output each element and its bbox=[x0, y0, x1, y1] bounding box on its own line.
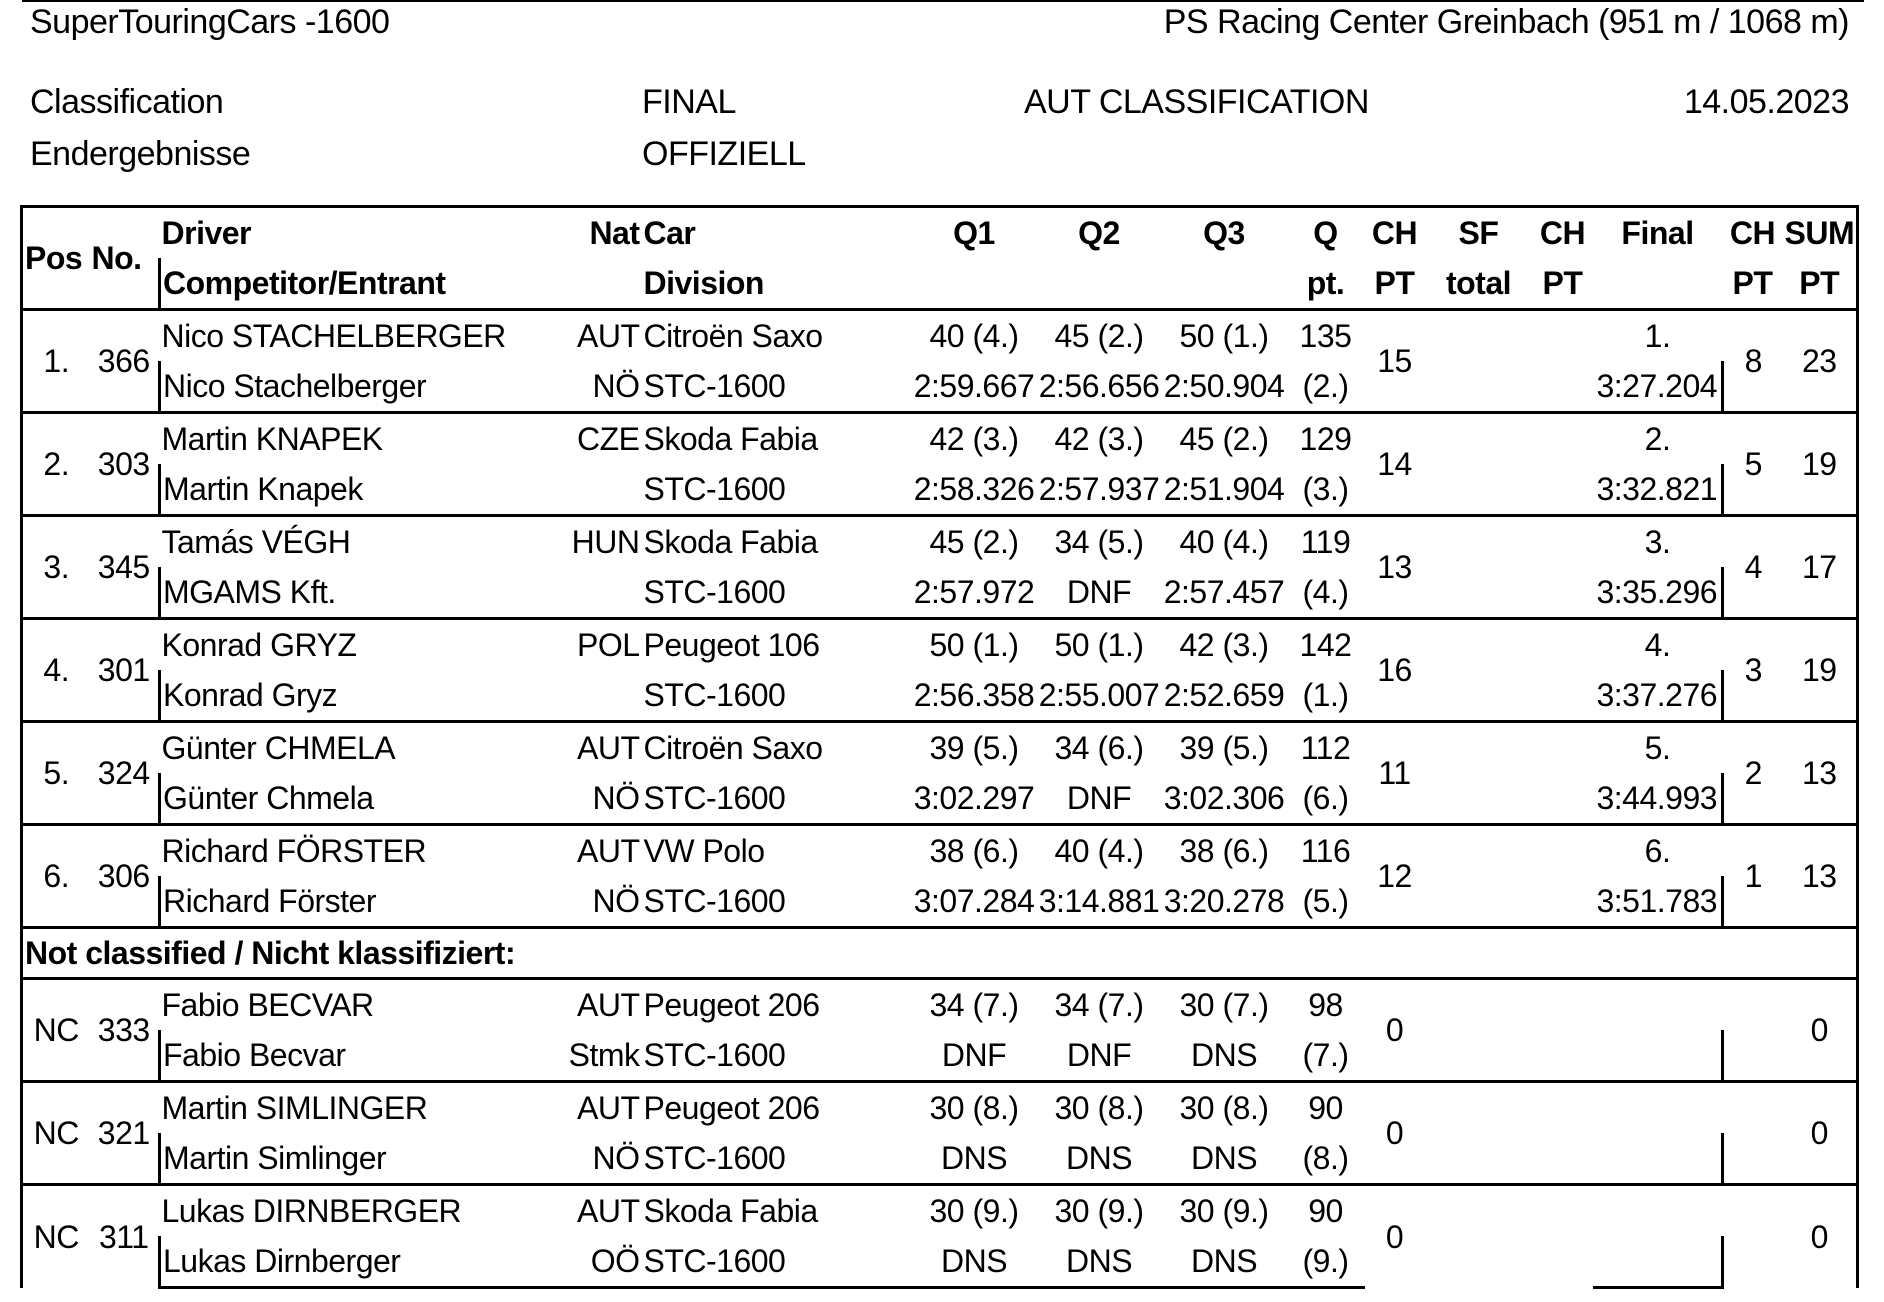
cell-car: Peugeot 206 bbox=[642, 1082, 912, 1134]
cell-car: Skoda Fabia bbox=[642, 413, 912, 465]
cell-nat: AUT bbox=[560, 310, 642, 362]
cell-q2-time: DNF bbox=[1066, 780, 1132, 816]
cell-ch-pt-2 bbox=[1533, 1082, 1593, 1185]
cell-final-time: 3:35.296 bbox=[1593, 567, 1723, 619]
cell-ch-pt: 0 bbox=[1365, 1082, 1425, 1185]
cell-q2-time: 2:57.937 bbox=[1038, 471, 1160, 507]
cell-final-ch-pt: 3 bbox=[1723, 619, 1783, 722]
col-sum-bottom: PT bbox=[1783, 258, 1858, 310]
results-body bbox=[22, 310, 1858, 1288]
cell-sf-total bbox=[1425, 825, 1533, 928]
cell-car: Citroën Saxo bbox=[642, 722, 912, 774]
cell-q3-points: 30 (7.) bbox=[1162, 979, 1287, 1031]
cell-q3-time: 2:57.457 bbox=[1163, 574, 1285, 610]
cell-no: 366 bbox=[90, 310, 160, 413]
col-sum-top: SUM bbox=[1783, 207, 1858, 259]
col-driver: Driver bbox=[160, 207, 560, 259]
cell-pos: 1. bbox=[22, 310, 90, 413]
cell-sum-pt: 0 bbox=[1783, 1185, 1858, 1288]
cell-final-time bbox=[1593, 1133, 1723, 1185]
cell-final-time: 3:51.783 bbox=[1593, 876, 1723, 928]
cell-q3-time: 3:02.306 bbox=[1163, 780, 1285, 816]
cell-q1-time: DNS bbox=[912, 1236, 1037, 1288]
cell-sf-total bbox=[1425, 1185, 1533, 1288]
col-ch2-top: CH bbox=[1533, 207, 1593, 259]
cell-final-time: 3:27.204 bbox=[1593, 361, 1723, 413]
cell-driver: Lukas DIRNBERGER bbox=[160, 1185, 560, 1237]
cell-ch-pt-2 bbox=[1533, 979, 1593, 1082]
cell-q3-points: 45 (2.) bbox=[1162, 413, 1287, 465]
cell-pos: NC bbox=[22, 979, 90, 1082]
cell-pos: 6. bbox=[22, 825, 90, 928]
cell-q1-points: 45 (2.) bbox=[912, 516, 1037, 568]
cell-division: STC-1600 bbox=[643, 471, 786, 507]
cell-q1-time: DNS bbox=[940, 1140, 1008, 1176]
cell-q2-time: DNS bbox=[1037, 1236, 1162, 1288]
cell-q3-points: 42 (3.) bbox=[1162, 619, 1287, 671]
cell-no: 311 bbox=[90, 1185, 160, 1288]
cell-ch-pt: 15 bbox=[1365, 310, 1425, 413]
cell-no: 321 bbox=[90, 1082, 160, 1185]
cell-division: STC-1600 bbox=[643, 677, 786, 713]
cell-final-pos: 2. bbox=[1593, 413, 1723, 465]
col-no: No. bbox=[90, 207, 160, 310]
table-row bbox=[22, 979, 1858, 1031]
cell-q-rank: (1.) bbox=[1302, 677, 1349, 713]
cell-no: 303 bbox=[90, 413, 160, 516]
cell-car: Peugeot 106 bbox=[642, 619, 912, 671]
cell-q-rank: (9.) bbox=[1287, 1236, 1365, 1288]
table-row bbox=[22, 310, 1858, 362]
cell-region bbox=[560, 567, 642, 619]
series-title: SuperTouringCars -1600 bbox=[30, 3, 390, 41]
cell-ch-pt-2 bbox=[1533, 825, 1593, 928]
cell-sum-pt: 0 bbox=[1783, 979, 1858, 1082]
cell-entrant: Martin Simlinger bbox=[160, 1133, 560, 1185]
col-nat: Nat bbox=[560, 207, 642, 259]
cell-q2-points: 50 (1.) bbox=[1037, 619, 1162, 671]
cell-q2-points: 45 (2.) bbox=[1037, 310, 1162, 362]
cell-division: STC-1600 bbox=[643, 368, 786, 404]
cell-final-pos: 1. bbox=[1593, 310, 1723, 362]
col-ch3-top: CH bbox=[1723, 207, 1783, 259]
cell-q-points: 129 bbox=[1287, 413, 1365, 465]
cell-ch-pt: 12 bbox=[1365, 825, 1425, 928]
cell-q3-time: 2:50.904 bbox=[1163, 368, 1285, 404]
cell-sum-pt: 13 bbox=[1783, 825, 1858, 928]
not-classified-row bbox=[22, 928, 1858, 979]
cell-q-rank: (7.) bbox=[1302, 1037, 1349, 1073]
col-division: Division bbox=[642, 258, 912, 310]
cell-division: STC-1600 bbox=[643, 1140, 786, 1176]
cell-driver: Günter CHMELA bbox=[160, 722, 560, 774]
cell-sum-pt: 17 bbox=[1783, 516, 1858, 619]
cell-pos: 4. bbox=[22, 619, 90, 722]
cell-final-ch-pt bbox=[1723, 979, 1783, 1082]
cell-final-pos bbox=[1593, 1082, 1723, 1134]
cell-ch-pt-2 bbox=[1533, 722, 1593, 825]
cell-q2-points: 30 (8.) bbox=[1037, 1082, 1162, 1134]
table-row bbox=[22, 619, 1858, 671]
cell-q-rank: (5.) bbox=[1302, 883, 1349, 919]
cell-final-pos: 6. bbox=[1593, 825, 1723, 877]
cell-q1-time: 2:59.667 bbox=[913, 368, 1035, 404]
cell-final-time: 3:32.821 bbox=[1593, 464, 1723, 516]
cell-q3-points: 40 (4.) bbox=[1162, 516, 1287, 568]
cell-ch-pt-2 bbox=[1533, 310, 1593, 413]
cell-q1-points: 39 (5.) bbox=[912, 722, 1037, 774]
cell-region: NÖ bbox=[592, 1140, 640, 1176]
cell-driver: Martin SIMLINGER bbox=[160, 1082, 560, 1134]
cell-ch-pt: 14 bbox=[1365, 413, 1425, 516]
cell-entrant: Lukas Dirnberger bbox=[160, 1236, 560, 1288]
cell-q-points: 90 bbox=[1287, 1185, 1365, 1237]
venue: PS Racing Center Greinbach (951 m / 1068 m) bbox=[1163, 3, 1849, 41]
cell-sum-pt: 23 bbox=[1783, 310, 1858, 413]
category: AUT CLASSIFICATION bbox=[1024, 83, 1369, 121]
type-en: Classification bbox=[30, 83, 224, 121]
cell-pos: NC bbox=[22, 1185, 90, 1288]
cell-q-rank: (4.) bbox=[1302, 574, 1349, 610]
cell-q3-time: 3:20.278 bbox=[1163, 883, 1285, 919]
cell-q3-time: 2:51.904 bbox=[1163, 471, 1285, 507]
cell-region bbox=[560, 670, 642, 722]
table-row bbox=[22, 413, 1858, 465]
cell-final-pos: 4. bbox=[1593, 619, 1723, 671]
cell-q3-points: 39 (5.) bbox=[1162, 722, 1287, 774]
cell-q2-time: 2:56.656 bbox=[1038, 368, 1160, 404]
cell-q2-time: DNS bbox=[1065, 1140, 1133, 1176]
cell-final-pos bbox=[1593, 1185, 1723, 1237]
cell-region: NÖ bbox=[592, 883, 640, 919]
cell-nat: CZE bbox=[560, 413, 642, 465]
col-car: Car bbox=[642, 207, 912, 259]
cell-ch-pt: 11 bbox=[1365, 722, 1425, 825]
cell-sf-total bbox=[1425, 979, 1533, 1082]
col-competitor: Competitor/Entrant bbox=[160, 258, 560, 310]
cell-q1-points: 34 (7.) bbox=[912, 979, 1037, 1031]
cell-q1-points: 30 (9.) bbox=[912, 1185, 1037, 1237]
cell-q-points: 90 bbox=[1287, 1082, 1365, 1134]
cell-q3-time: 2:52.659 bbox=[1163, 677, 1285, 713]
cell-final-ch-pt: 2 bbox=[1723, 722, 1783, 825]
cell-ch-pt-2 bbox=[1533, 413, 1593, 516]
cell-ch-pt: 0 bbox=[1365, 979, 1425, 1082]
cell-no: 333 bbox=[90, 979, 160, 1082]
cell-entrant: Fabio Becvar bbox=[160, 1030, 560, 1082]
col-q3: Q3 bbox=[1162, 207, 1287, 259]
cell-sf-total bbox=[1425, 722, 1533, 825]
col-pos: Pos bbox=[22, 207, 90, 310]
cell-q-points: 116 bbox=[1287, 825, 1365, 877]
cell-q1-points: 50 (1.) bbox=[912, 619, 1037, 671]
cell-final-ch-pt: 1 bbox=[1723, 825, 1783, 928]
cell-driver: Konrad GRYZ bbox=[160, 619, 560, 671]
cell-region bbox=[560, 464, 642, 516]
cell-nat: AUT bbox=[560, 722, 642, 774]
cell-pos: 5. bbox=[22, 722, 90, 825]
cell-sf-total bbox=[1425, 619, 1533, 722]
cell-q3-time: DNS bbox=[1190, 1140, 1258, 1176]
cell-final-pos: 5. bbox=[1593, 722, 1723, 774]
cell-q3-points: 38 (6.) bbox=[1162, 825, 1287, 877]
cell-sf-total bbox=[1425, 1082, 1533, 1185]
col-ch1-bottom: PT bbox=[1365, 258, 1425, 310]
cell-q-points: 142 bbox=[1287, 619, 1365, 671]
cell-q2-time: DNF bbox=[1066, 1037, 1132, 1073]
cell-q-points: 98 bbox=[1287, 979, 1365, 1031]
cell-pos: 3. bbox=[22, 516, 90, 619]
cell-car: Peugeot 206 bbox=[642, 979, 912, 1031]
cell-entrant: Konrad Gryz bbox=[160, 670, 560, 722]
col-sf-top: SF bbox=[1425, 207, 1533, 259]
cell-sf-total bbox=[1425, 413, 1533, 516]
cell-q3-points: 30 (8.) bbox=[1162, 1082, 1287, 1134]
cell-q3-points: 50 (1.) bbox=[1162, 310, 1287, 362]
cell-no: 345 bbox=[90, 516, 160, 619]
cell-q1-points: 40 (4.) bbox=[912, 310, 1037, 362]
cell-q-points: 119 bbox=[1287, 516, 1365, 568]
cell-q2-points: 34 (6.) bbox=[1037, 722, 1162, 774]
cell-q1-time: 3:02.297 bbox=[913, 780, 1035, 816]
cell-q2-time: DNF bbox=[1066, 574, 1132, 610]
cell-final-ch-pt: 8 bbox=[1723, 310, 1783, 413]
cell-q1-time: 2:57.972 bbox=[913, 574, 1035, 610]
col-q-bottom: pt. bbox=[1287, 258, 1365, 310]
status-en: FINAL bbox=[642, 83, 736, 121]
cell-division: STC-1600 bbox=[642, 1236, 912, 1288]
table-row bbox=[22, 825, 1858, 877]
cell-region: NÖ bbox=[592, 368, 640, 404]
col-q-top: Q bbox=[1287, 207, 1365, 259]
cell-division: STC-1600 bbox=[643, 1037, 786, 1073]
cell-ch-pt-2 bbox=[1533, 619, 1593, 722]
cell-q3-time: DNS bbox=[1190, 1037, 1258, 1073]
cell-sf-total bbox=[1425, 516, 1533, 619]
cell-nat: AUT bbox=[560, 1185, 642, 1237]
col-ch1-top: CH bbox=[1365, 207, 1425, 259]
cell-final-ch-pt bbox=[1723, 1082, 1783, 1185]
cell-final-ch-pt: 5 bbox=[1723, 413, 1783, 516]
table-row bbox=[22, 1082, 1858, 1134]
cell-car: Skoda Fabia bbox=[642, 1185, 912, 1237]
cell-ch-pt: 16 bbox=[1365, 619, 1425, 722]
cell-nat: AUT bbox=[560, 979, 642, 1031]
table-header bbox=[22, 207, 1858, 310]
cell-q2-points: 34 (5.) bbox=[1037, 516, 1162, 568]
cell-driver: Richard FÖRSTER bbox=[160, 825, 560, 877]
cell-car: Citroën Saxo bbox=[642, 310, 912, 362]
cell-entrant: MGAMS Kft. bbox=[160, 567, 560, 619]
cell-driver: Fabio BECVAR bbox=[160, 979, 560, 1031]
status-de: OFFIZIELL bbox=[642, 135, 806, 173]
cell-nat: POL bbox=[560, 619, 642, 671]
cell-ch-pt: 0 bbox=[1365, 1185, 1425, 1288]
cell-ch-pt-2 bbox=[1533, 516, 1593, 619]
cell-q-points: 112 bbox=[1287, 722, 1365, 774]
table-row bbox=[22, 722, 1858, 774]
cell-q1-time: 2:58.326 bbox=[913, 471, 1035, 507]
cell-nat: AUT bbox=[560, 1082, 642, 1134]
cell-no: 324 bbox=[90, 722, 160, 825]
cell-driver: Nico STACHELBERGER bbox=[160, 310, 560, 362]
cell-region: NÖ bbox=[592, 780, 640, 816]
cell-final-pos bbox=[1593, 979, 1723, 1031]
cell-final-pos: 3. bbox=[1593, 516, 1723, 568]
cell-final-time bbox=[1593, 1030, 1723, 1082]
cell-q1-points: 38 (6.) bbox=[912, 825, 1037, 877]
cell-q2-time: 2:55.007 bbox=[1038, 677, 1160, 713]
cell-final-time bbox=[1593, 1236, 1723, 1288]
cell-driver: Tamás VÉGH bbox=[160, 516, 560, 568]
cell-no: 301 bbox=[90, 619, 160, 722]
cell-sum-pt: 0 bbox=[1783, 1082, 1858, 1185]
cell-ch-pt-2 bbox=[1533, 1185, 1593, 1288]
cell-q2-points: 40 (4.) bbox=[1037, 825, 1162, 877]
cell-q-rank: (3.) bbox=[1302, 471, 1349, 507]
cell-final-time: 3:44.993 bbox=[1593, 773, 1723, 825]
cell-q2-points: 42 (3.) bbox=[1037, 413, 1162, 465]
cell-q-rank: (8.) bbox=[1302, 1140, 1349, 1176]
cell-sum-pt: 19 bbox=[1783, 413, 1858, 516]
cell-q1-points: 42 (3.) bbox=[912, 413, 1037, 465]
cell-entrant: Martin Knapek bbox=[160, 464, 560, 516]
cell-region: OÖ bbox=[560, 1236, 642, 1288]
cell-nat: AUT bbox=[560, 825, 642, 877]
cell-region: Stmk bbox=[568, 1037, 640, 1073]
cell-sum-pt: 19 bbox=[1783, 619, 1858, 722]
cell-nat: HUN bbox=[560, 516, 642, 568]
col-ch3-bottom: PT bbox=[1723, 258, 1783, 310]
cell-final-ch-pt bbox=[1723, 1185, 1783, 1288]
cell-q3-points: 30 (9.) bbox=[1162, 1185, 1287, 1237]
cell-q1-points: 30 (8.) bbox=[912, 1082, 1037, 1134]
cell-no: 306 bbox=[90, 825, 160, 928]
col-q1: Q1 bbox=[912, 207, 1037, 259]
col-q2: Q2 bbox=[1037, 207, 1162, 259]
cell-final-time: 3:37.276 bbox=[1593, 670, 1723, 722]
cell-entrant: Nico Stachelberger bbox=[160, 361, 560, 413]
col-ch2-bottom: PT bbox=[1533, 258, 1593, 310]
date: 14.05.2023 bbox=[1683, 83, 1849, 121]
table-row bbox=[22, 1185, 1858, 1237]
type-de: Endergebnisse bbox=[30, 135, 251, 173]
cell-q-rank: (6.) bbox=[1302, 780, 1349, 816]
table-row bbox=[22, 516, 1858, 568]
cell-q2-points: 30 (9.) bbox=[1037, 1185, 1162, 1237]
cell-q2-time: 3:14.881 bbox=[1038, 883, 1160, 919]
cell-q-rank: (2.) bbox=[1302, 368, 1349, 404]
cell-ch-pt: 13 bbox=[1365, 516, 1425, 619]
cell-sum-pt: 13 bbox=[1783, 722, 1858, 825]
cell-q3-time: DNS bbox=[1162, 1236, 1287, 1288]
cell-entrant: Richard Förster bbox=[160, 876, 560, 928]
cell-q1-time: 3:07.284 bbox=[913, 883, 1035, 919]
cell-final-ch-pt: 4 bbox=[1723, 516, 1783, 619]
not-classified-label: Not classified / Nicht klassifiziert: bbox=[22, 928, 1858, 979]
cell-driver: Martin KNAPEK bbox=[160, 413, 560, 465]
cell-q-points: 135 bbox=[1287, 310, 1365, 362]
cell-division: STC-1600 bbox=[643, 574, 786, 610]
cell-pos: NC bbox=[22, 1082, 90, 1185]
cell-division: STC-1600 bbox=[643, 780, 786, 816]
cell-car: Skoda Fabia bbox=[642, 516, 912, 568]
cell-division: STC-1600 bbox=[643, 883, 786, 919]
cell-q1-time: DNF bbox=[941, 1037, 1007, 1073]
col-sf-bottom: total bbox=[1425, 258, 1533, 310]
col-final: Final bbox=[1593, 207, 1723, 259]
cell-q2-points: 34 (7.) bbox=[1037, 979, 1162, 1031]
cell-pos: 2. bbox=[22, 413, 90, 516]
cell-entrant: Günter Chmela bbox=[160, 773, 560, 825]
results-table bbox=[20, 205, 1859, 1289]
cell-q1-time: 2:56.358 bbox=[913, 677, 1035, 713]
cell-sf-total bbox=[1425, 310, 1533, 413]
cell-car: VW Polo bbox=[642, 825, 912, 877]
